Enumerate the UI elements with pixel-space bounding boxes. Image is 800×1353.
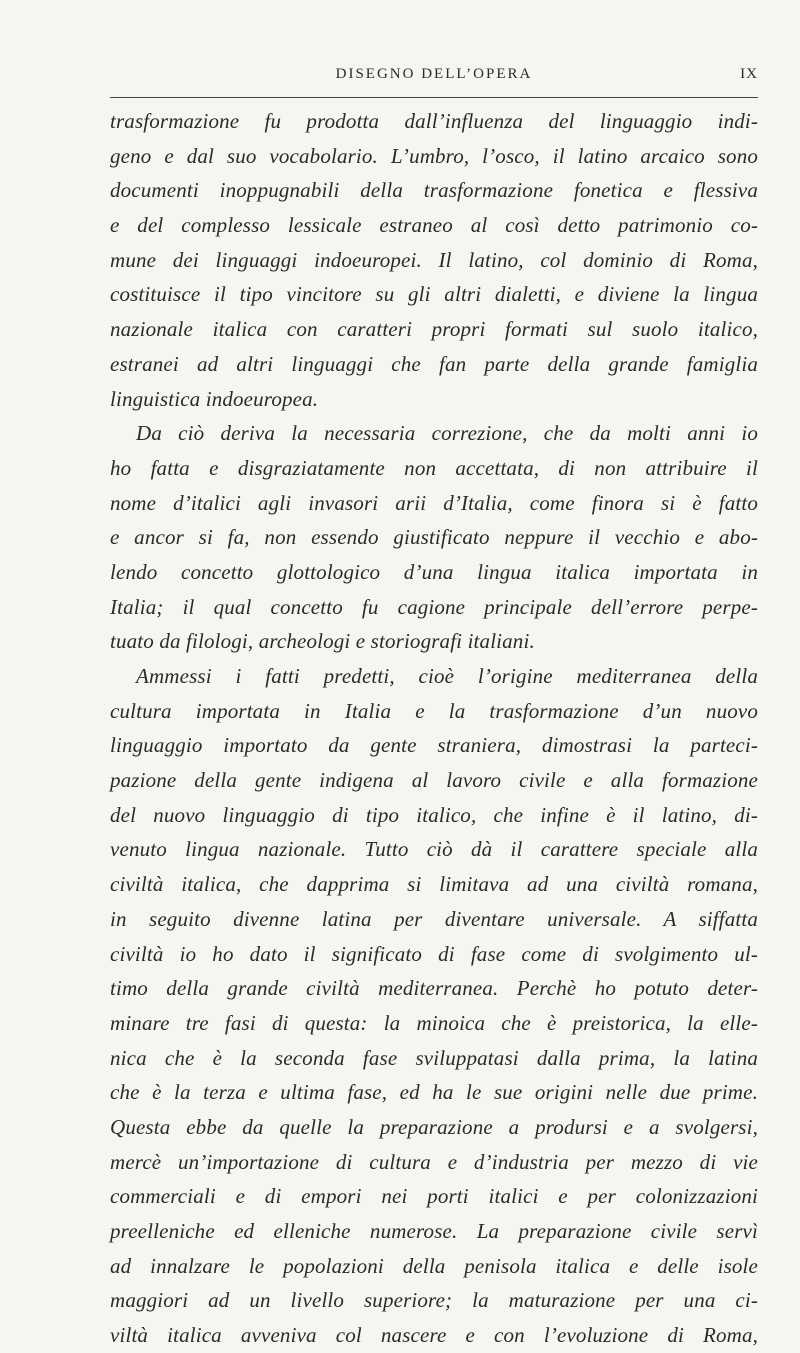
page-number: IX: [740, 66, 758, 82]
text-line: ad innalzare le popolazioni della penisola italica e delle isole: [110, 1253, 758, 1278]
text-line: lendo concetto glottologico d’una lingua italica importata in: [110, 559, 758, 584]
text-line: mune dei linguaggi indoeuropei. Il latino, col dominio di Roma,: [110, 247, 758, 272]
paragraph-start-line: Da ciò deriva la necessaria correzione, che da molti anni io: [136, 421, 758, 446]
text-line: documenti inoppugnabili della trasformazione fonetica e flessiva: [110, 178, 758, 203]
text-line: mercè un’importazione di cultura e d’industria per mezzo di vie: [110, 1149, 758, 1174]
header-rule: [110, 97, 758, 98]
text-line: e ancor si fa, non essendo giustificato neppure il vecchio e abo-: [110, 525, 758, 550]
text-line: maggiori ad un livello superiore; la maturazione per una ci-: [110, 1288, 758, 1313]
text-line: ho fatta e disgraziatamente non accettata, di non attribuire il: [110, 455, 758, 480]
text-line: nazionale italica con caratteri propri formati sul suolo italico,: [110, 317, 758, 342]
text-line: timo della grande civiltà mediterranea. Perchè ho potuto deter-: [110, 976, 758, 1001]
text-line: del nuovo linguaggio di tipo italico, che infine è il latino, di-: [110, 802, 758, 827]
text-line: preelleniche ed elleniche numerose. La preparazione civile servì: [110, 1219, 758, 1243]
paragraph-end-line: linguistica indoeuropea.: [110, 386, 319, 411]
text-line: che è la terza e ultima fase, ed ha le sue origini nelle due prime.: [110, 1080, 758, 1105]
paragraph-end-line: tuato da filologi, archeologi e storiografi italiani.: [110, 629, 535, 654]
running-title: DISEGNO DELL’OPERA: [335, 66, 533, 82]
text-line: cultura importata in Italia e la trasformazione d’un nuovo: [110, 698, 758, 723]
paragraph-start-line: Ammessi i fatti predetti, cioè l’origine mediterranea della: [136, 664, 758, 688]
running-head: [110, 52, 758, 92]
text-line: minare tre fasi di questa: la minoica che è preistorica, la elle-: [110, 1010, 758, 1035]
text-line: geno e dal suo vocabolario. L’umbro, l’osco, il latino arcaico sono: [110, 143, 758, 168]
text-line: Questa ebbe da quelle la preparazione a prodursi e a svolgersi,: [110, 1114, 758, 1139]
text-line: Italia; il qual concetto fu cagione principale dell’errore perpe-: [110, 594, 758, 619]
body-text: [110, 104, 758, 1353]
text-line: civiltà io ho dato il significato di fase come di svolgimento ul-: [110, 941, 758, 966]
text-line: venuto lingua nazionale. Tutto ciò dà il carattere speciale alla: [110, 837, 758, 862]
text-line: trasformazione fu prodotta dall’influenza del linguaggio indi-: [110, 109, 758, 133]
text-line: pazione della gente indigena al lavoro civile e alla formazione: [110, 768, 758, 793]
text-line: costituisce il tipo vincitore su gli altri dialetti, e diviene la lingua: [110, 282, 758, 307]
text-line: civiltà italica, che dapprima si limitava ad una civiltà romana,: [110, 872, 758, 897]
text-line: estranei ad altri linguaggi che fan parte della grande famiglia: [110, 351, 758, 376]
text-line: linguaggio importato da gente straniera, dimostrasi la parteci-: [110, 733, 758, 758]
text-line: in seguito divenne latina per diventare universale. A siffatta: [110, 906, 758, 931]
text-line: nica che è la seconda fase sviluppatasi dalla prima, la latina: [110, 1045, 758, 1070]
text-line: viltà italica avveniva col nascere e con l’evoluzione di Roma,: [110, 1323, 758, 1348]
text-line: commerciali e di empori nei porti italici e per colonizzazioni: [110, 1184, 758, 1209]
text-line: e del complesso lessicale estraneo al così detto patrimonio co-: [110, 213, 758, 238]
text-line: nome d’italici agli invasori arii d’Italia, come finora si è fatto: [110, 490, 758, 515]
